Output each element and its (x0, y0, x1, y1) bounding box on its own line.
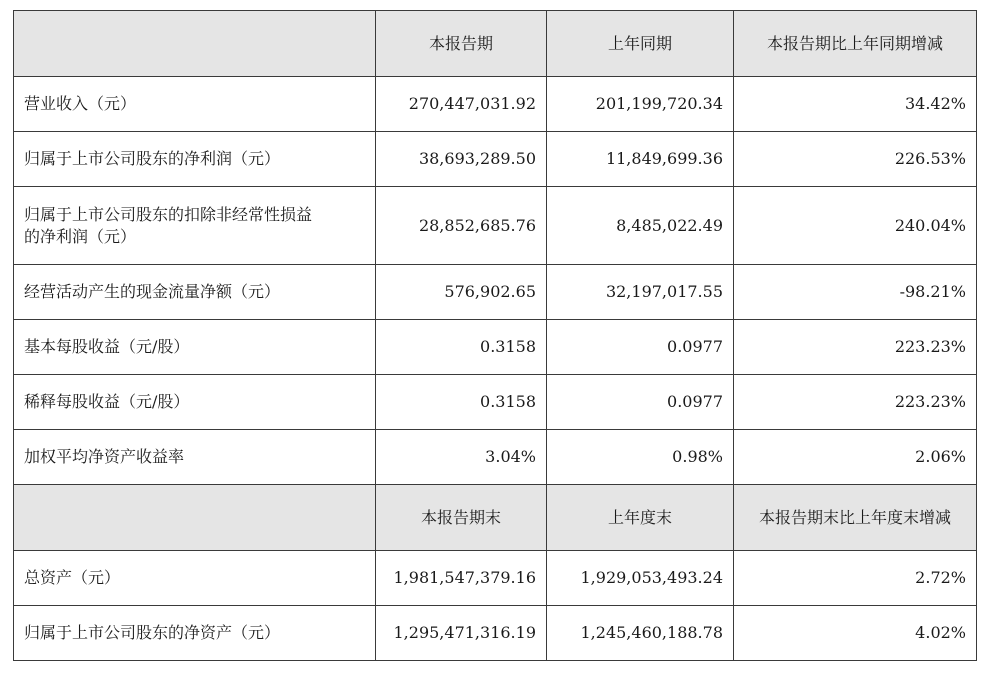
table-row (14, 265, 977, 320)
row-label: 归属于上市公司股东的净利润（元） (14, 132, 376, 187)
row-label: 经营活动产生的现金流量净额（元） (14, 265, 376, 320)
header-year-end-change: 本报告期末比上年度末增减 (734, 485, 977, 551)
change-value: 223.23% (734, 320, 977, 375)
table-row (14, 375, 977, 430)
header-blank-cell (14, 485, 376, 551)
row-label: 总资产（元） (14, 551, 376, 606)
prior-value: 1,245,460,188.78 (547, 606, 734, 661)
prior-value: 0.0977 (547, 320, 734, 375)
table-row (14, 132, 977, 187)
prior-value: 11,849,699.36 (547, 132, 734, 187)
row-label: 归属于上市公司股东的净资产（元） (14, 606, 376, 661)
header-blank-cell (14, 11, 376, 77)
table-subheader-row (14, 485, 977, 551)
prior-value: 0.98% (547, 430, 734, 485)
row-label: 基本每股收益（元/股） (14, 320, 376, 375)
row-label-line2: 的净利润（元） (24, 226, 137, 246)
prior-value: 0.0977 (547, 375, 734, 430)
table-row (14, 77, 977, 132)
current-value: 0.3158 (376, 320, 547, 375)
change-value: 240.04% (734, 187, 977, 265)
header-current-period: 本报告期 (376, 11, 547, 77)
current-value: 38,693,289.50 (376, 132, 547, 187)
change-value: -98.21% (734, 265, 977, 320)
current-value: 1,981,547,379.16 (376, 551, 547, 606)
change-value: 223.23% (734, 375, 977, 430)
table-row (14, 320, 977, 375)
prior-value: 32,197,017.55 (547, 265, 734, 320)
current-value: 0.3158 (376, 375, 547, 430)
change-value: 2.72% (734, 551, 977, 606)
current-value: 1,295,471,316.19 (376, 606, 547, 661)
row-label: 营业收入（元） (14, 77, 376, 132)
row-label-line1: 归属于上市公司股东的扣除非经常性损益 (24, 204, 313, 224)
header-prior-year-end: 上年度末 (547, 485, 734, 551)
current-value: 28,852,685.76 (376, 187, 547, 265)
change-value: 2.06% (734, 430, 977, 485)
current-value: 3.04% (376, 430, 547, 485)
row-label: 稀释每股收益（元/股） (14, 375, 376, 430)
change-value: 4.02% (734, 606, 977, 661)
table-row (14, 187, 977, 265)
prior-value: 201,199,720.34 (547, 77, 734, 132)
prior-value: 8,485,022.49 (547, 187, 734, 265)
change-value: 226.53% (734, 132, 977, 187)
current-value: 576,902.65 (376, 265, 547, 320)
header-period-end: 本报告期末 (376, 485, 547, 551)
table-row (14, 606, 977, 661)
table-row (14, 430, 977, 485)
table-header-row (14, 11, 977, 77)
change-value: 34.42% (734, 77, 977, 132)
header-prior-period: 上年同期 (547, 11, 734, 77)
row-label (14, 187, 376, 265)
prior-value: 1,929,053,493.24 (547, 551, 734, 606)
table-row (14, 551, 977, 606)
header-period-change: 本报告期比上年同期增减 (734, 11, 977, 77)
current-value: 270,447,031.92 (376, 77, 547, 132)
row-label: 加权平均净资产收益率 (14, 430, 376, 485)
financial-summary-table (13, 10, 977, 661)
